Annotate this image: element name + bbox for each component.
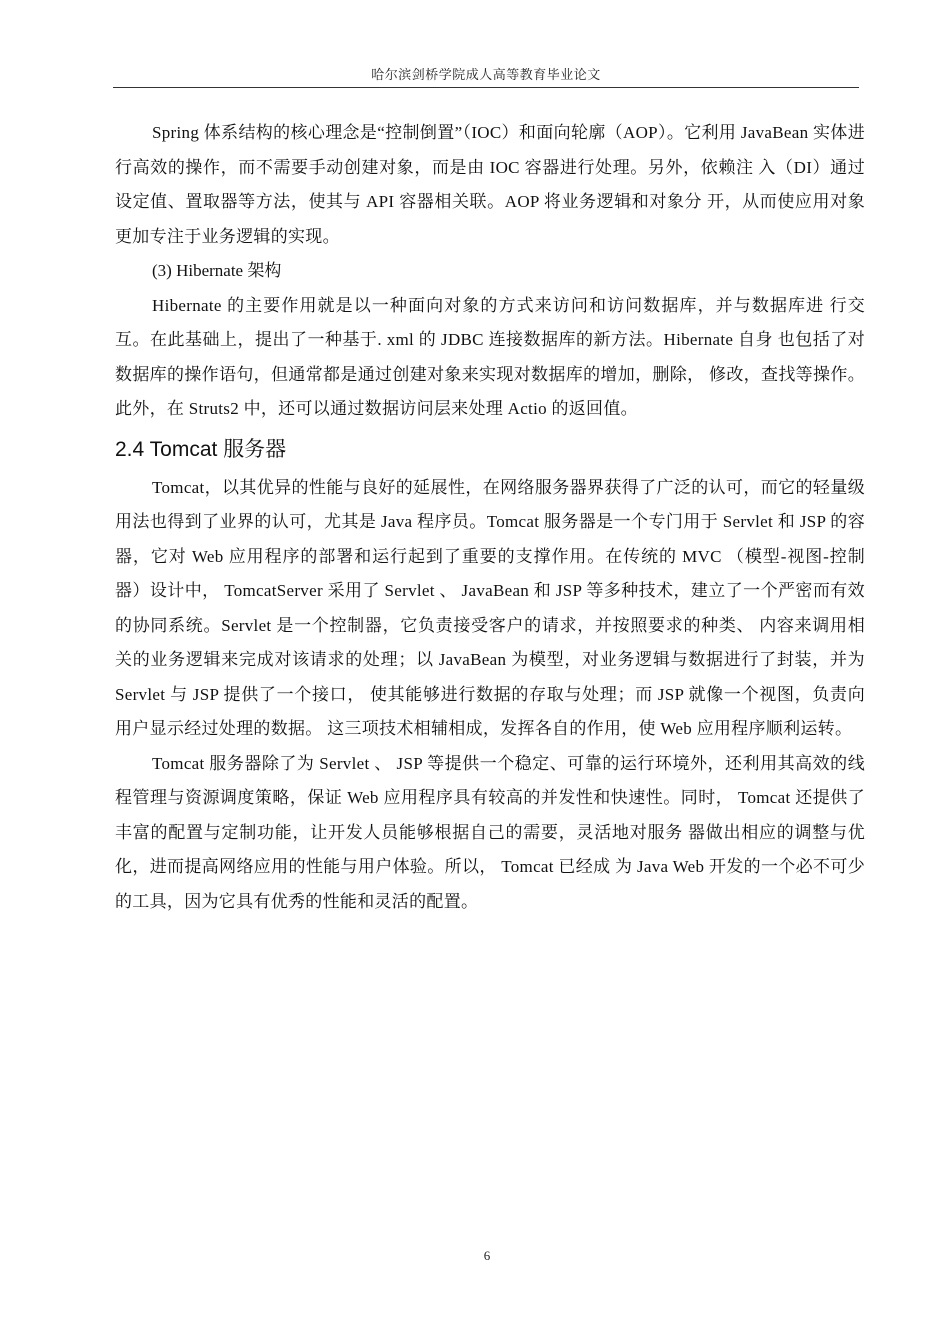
paragraph-hibernate: Hibernate 的主要作用就是以一种面向对象的方式来访问和访问数据库，并与数据库进 行交互。在此基础上，提出了一种基于. xml 的 JDBC 连接数据库的新方法。Hibernate 自身 也包括了对数据库的操作语句，但通常都是通过创建对象来实现对数据库的增加，删除， 修改，查找等操作。此外，在 Struts2 中，还可以通过数据访问层来处理 Actio 的返回值。 xyxy=(115,295,865,418)
paragraph-spring: Spring 体系结构的核心理念是“控制倒置”（IOC）和面向轮廓（AOP）。它利用 JavaBean 实体进行高效的操作，而不需要手动创建对象，而是由 IOC 容器进行处理。另外，依赖注 入（DI）通过设定值、置取器等方法，使其与 API 容器相关联。AOP 将业务逻辑和对象分 开，从而使应用对象更加专注于业务逻辑的实现。 xyxy=(115,123,865,246)
header-divider xyxy=(113,87,859,88)
document-body xyxy=(115,116,865,919)
page-header-title: 哈尔滨剑桥学院成人高等教育毕业论文 xyxy=(371,67,601,82)
page-number: 6 xyxy=(483,1248,491,1263)
paragraph-tomcat-features: Tomcat 服务器除了为 Servlet 、 JSP 等提供一个稳定、可靠的运行环境外，还利用其高效的线程管理与资源调度策略，保证 Web 应用程序具有较高的并发性和快速性。同时， Tomcat 还提供了丰富的配置与定制功能，让开发人员能够根据自己的需要，灵活地对服务 器做出相应的调整与优化，进而提高网络应用的性能与用户体验。所以， Tomcat 已经成 为 Java Web 开发的一个必不可少的工具，因为它具有优秀的性能和灵活的配置。 xyxy=(115,753,865,911)
section-heading-tomcat: 2.4 Tomcat 服务器 xyxy=(115,437,287,461)
subheading-hibernate: (3) Hibernate 架构 xyxy=(152,261,282,280)
paragraph-tomcat-intro: Tomcat，以其优异的性能与良好的延展性，在网络服务器界获得了广泛的认可，而它的轻量级用法也得到了业界的认可，尤其是 Java 程序员。Tomcat 服务器是一个专门用于 Servlet 和 JSP 的容器，它对 Web 应用程序的部署和运行起到了重要的支撑作用。在传统的 MVC （模型-视图-控制器）设计中， TomcatServer 采用了 Servlet 、 JavaBean 和 JSP 等多种技术，建立了一个严密而有效的协同系统。Servlet 是一个控制器，它负责接受客户的请求，并按照要求的种类、 内容来调用相关的业务逻辑来完成对该请求的处理；以 JavaBean 为模型，对业务逻辑与数据进行了封装，并为 Servlet 与 JSP 提供了一个接口， 使其能够进行数据的存取与处理；而 JSP 就像一个视图，负责向用户显示经过处理的数据。 这三项技术相辅相成，发挥各自的作用，使 Web 应用程序顺利运转。 xyxy=(115,477,865,738)
